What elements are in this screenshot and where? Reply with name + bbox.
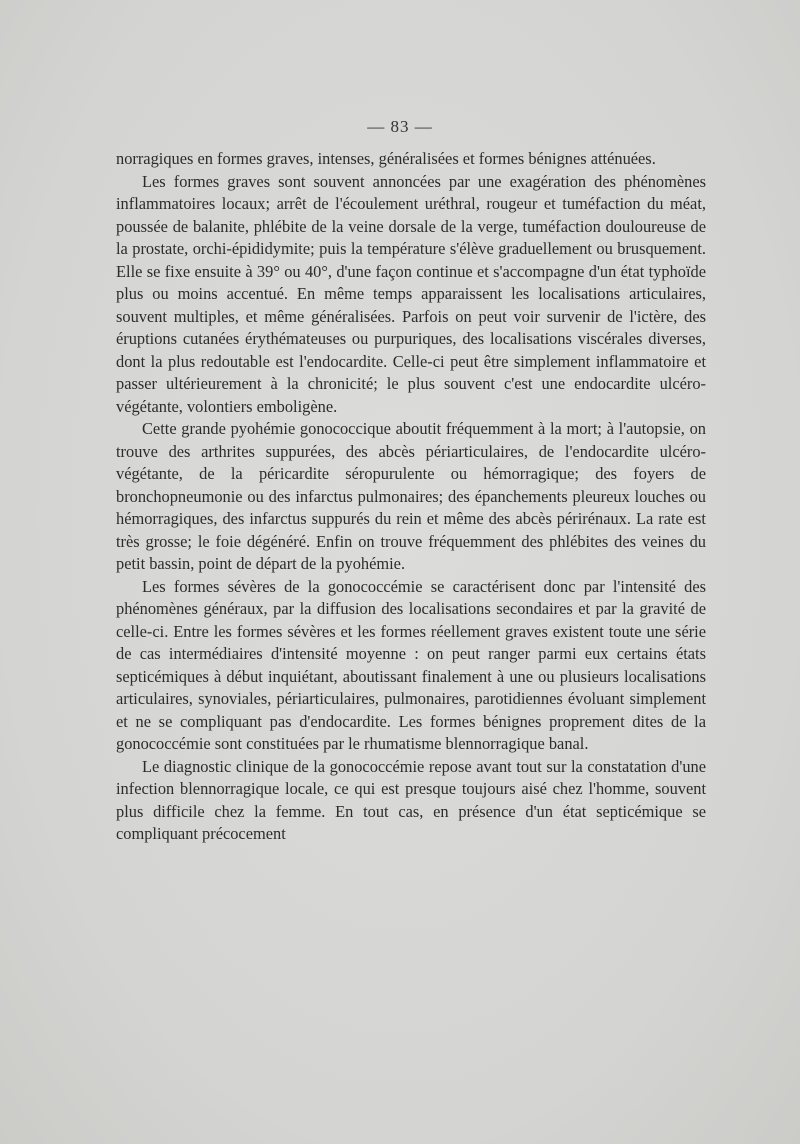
paragraph-severe-forms: Les formes graves sont souvent annoncées par une exagération des phénomènes inflammatoires locaux; arrêt de l'écoulement uréthral, rougeur et tuméfaction du méat, poussée de balanite, phlébite de la veine dorsale de la verge, tuméfaction douloureuse de la prostate, orchi-épididymite; puis la température s'élève graduellement ou brusquement. Elle se fixe ensuite à 39° ou 40°, d'une façon continue et s'accompagne d'un état typhoïde plus ou moins accentué. En même temps apparaissent les localisations articulaires, souvent multiples, et même généralisées. Parfois on peut voir survenir de l'ictère, des éruptions cutanées érythémateuses ou purpuriques, des localisations viscérales diverses, dont la plus redoutable est l'endocardite. Celle-ci peut être simplement inflammatoire et passer ultérieurement à la chronicité; le plus souvent c'est une endocardite ulcéro-végétante, volontiers emboligène. <box>116 171 706 416</box>
paragraph-gonococcemie-forms: Les formes sévères de la gonococcémie se caractérisent donc par l'intensité des phénomènes généraux, par la diffusion des localisations secondaires et par la gravité de celle-ci. Entre les formes sévères et les formes réellement graves existent toute une série de cas intermédiaires d'intensité moyenne : on peut ranger parmi eux certains états septicémiques à début inquiétant, aboutissant finalement à une ou plusieurs localisations articulaires, synoviales, périarticulaires, pulmonaires, parotidiennes évoluant simplement et ne se compliquant pas d'endocardite. Les formes bénignes proprement dites de la gonococcémie sont constituées par le rhumatisme blennorragique banal. <box>116 576 706 753</box>
page-number: — 83 — <box>367 117 433 136</box>
paragraph-diagnostic: Le diagnostic clinique de la gonococcémie repose avant tout sur la constatation d'une infection blennorragique locale, ce qui est presque toujours aisé chez l'homme, souvent plus difficile chez la femme. En tout cas, en présence d'un état septicémique se compliquant précocement <box>116 756 706 843</box>
paragraph-continuation: norragiques en formes graves, intenses, généralisées et formes bénignes atténuées. <box>116 149 656 168</box>
paragraph-pyohemie: Cette grande pyohémie gonococcique aboutit fréquemment à la mort; à l'autopsie, on trouve des arthrites suppurées, des abcès périarticulaires, de l'endocardite ulcéro-végétante, de la péricardite séropurulente ou hémorragique; des foyers de bronchopneumonie ou des infarctus pulmonaires; des épanchements pleureux louches ou hémorragiques, des infarctus suppurés du rein et même des abcès périrénaux. La rate est très grosse; le foie dégénéré. Enfin on trouve fréquemment des phlébites des veines du petit bassin, point de départ de la pyohémie. <box>116 419 706 573</box>
body-text <box>116 148 706 846</box>
